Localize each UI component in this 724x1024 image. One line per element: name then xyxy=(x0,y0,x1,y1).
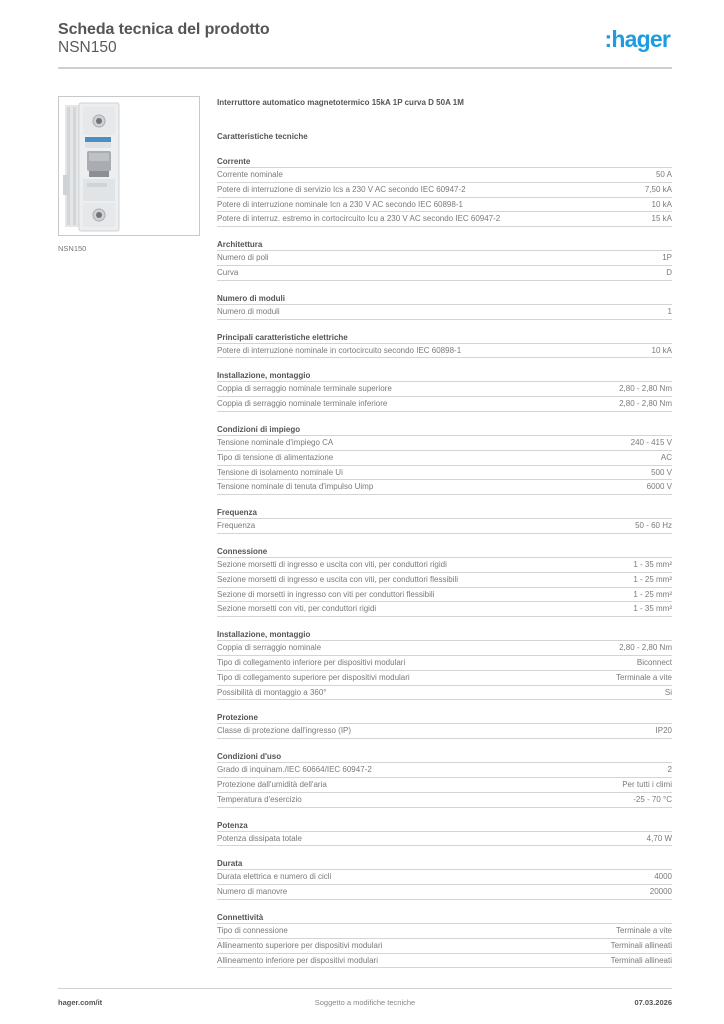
spec-label: Corrente nominale xyxy=(217,170,283,179)
spec-section xyxy=(217,712,672,739)
spec-row xyxy=(217,793,672,808)
spec-label: Curva xyxy=(217,267,239,277)
spec-value: Terminali allineati xyxy=(610,955,672,965)
spec-label: Numero di manovre xyxy=(217,887,288,897)
spec-row xyxy=(217,763,672,778)
spec-row xyxy=(217,671,672,686)
spec-value: 1P xyxy=(662,253,672,263)
spec-row xyxy=(217,656,672,671)
spec-label: Tensione nominale di tenuta d'impulso Uimp xyxy=(217,482,374,492)
spec-label: Possibilità di montaggio a 360° xyxy=(217,687,327,697)
spec-section xyxy=(217,751,672,807)
spec-row xyxy=(217,451,672,466)
header-divider xyxy=(58,67,672,69)
spec-value: 1 - 25 mm² xyxy=(633,589,672,599)
spec-label: Potenza dissipata totale xyxy=(217,833,302,843)
spec-value: Terminale a vite xyxy=(615,925,672,935)
spec-section xyxy=(217,546,672,617)
spec-label: Potere di interruz. estremo in cortocircuito Icu a 230 V AC secondo IEC 60947-2 xyxy=(217,214,501,224)
spec-section xyxy=(217,239,672,281)
spec-section xyxy=(217,332,672,359)
section-title: Condizioni d'uso xyxy=(217,751,672,763)
image-caption: NSN150 xyxy=(58,244,87,253)
spec-label: Tensione di isolamento nominale Ui xyxy=(217,467,343,477)
spec-value: Per tutti i climi xyxy=(622,779,672,789)
spec-row xyxy=(217,183,672,198)
spec-section xyxy=(217,858,672,900)
spec-label: Coppia di serraggio nominale terminale superiore xyxy=(217,384,392,394)
spec-row xyxy=(217,602,672,617)
spec-row xyxy=(217,558,672,573)
spec-row xyxy=(217,724,672,739)
spec-value: Terminali allineati xyxy=(610,940,672,950)
spec-value: 4,70 W xyxy=(646,833,672,843)
spec-value: Biconnect xyxy=(636,657,672,667)
spec-section xyxy=(217,293,672,320)
spec-row xyxy=(217,382,672,397)
section-title: Durata xyxy=(217,858,672,870)
spec-section xyxy=(217,820,672,847)
spec-label: Sezione morsetti di ingresso e uscita con viti, per conduttori flessibili xyxy=(217,574,458,584)
spec-row xyxy=(217,778,672,793)
spec-section xyxy=(217,629,672,700)
spec-row xyxy=(217,641,672,656)
spec-sections xyxy=(217,156,672,968)
product-code: NSN150 xyxy=(58,39,117,56)
spec-value: 6000 V xyxy=(646,482,672,492)
spec-row xyxy=(217,519,672,534)
section-title: Architettura xyxy=(217,239,672,251)
spec-value: 50 - 60 Hz xyxy=(635,521,672,531)
section-title: Connettività xyxy=(217,912,672,924)
spec-section xyxy=(217,507,672,534)
spec-value: 4000 xyxy=(654,872,672,882)
spec-value: -25 - 70 °C xyxy=(633,794,672,804)
circuit-breaker-icon xyxy=(59,97,201,237)
spec-row xyxy=(217,480,672,495)
section-title: Installazione, montaggio xyxy=(217,629,672,641)
website-link[interactable]: hager.com/it xyxy=(58,998,103,1007)
spec-row xyxy=(217,939,672,954)
section-title: Protezione xyxy=(217,712,672,724)
spec-value: 20000 xyxy=(649,887,672,897)
spec-label: Protezione dall'umidità dell'aria xyxy=(217,779,327,789)
spec-value: 240 - 415 V xyxy=(630,437,672,447)
spec-section xyxy=(217,370,672,412)
spec-label: Coppia di serraggio nominale xyxy=(217,643,322,653)
spec-row xyxy=(217,212,672,227)
spec-value: 1 - 35 mm² xyxy=(633,559,672,569)
page-header xyxy=(58,20,672,68)
section-title: Potenza xyxy=(217,820,672,832)
spec-value: 2,80 - 2,80 Nm xyxy=(619,399,672,409)
circuit-breaker-image xyxy=(58,96,200,236)
spec-value: Si xyxy=(664,687,672,697)
spec-label: Sezione di morsetti in ingresso con viti per conduttori flessibili xyxy=(217,589,435,599)
page-footer xyxy=(58,997,672,1009)
spec-row xyxy=(217,832,672,847)
footer-divider xyxy=(58,988,672,989)
spec-label: Classe di protezione dall'ingresso (IP) xyxy=(217,726,352,736)
spec-label: Tipo di connessione xyxy=(217,925,288,935)
spec-label: Potere di interruzione nominale Icn a 230 V AC secondo IEC 60898-1 xyxy=(217,199,463,209)
spec-label: Tipo di collegamento inferiore per dispositivi modulari xyxy=(217,657,406,667)
spec-value: AC xyxy=(660,452,672,462)
section-title: Connessione xyxy=(217,546,672,558)
spec-value: D xyxy=(666,267,672,277)
section-title: Condizioni di impiego xyxy=(217,424,672,436)
footer-date: 07.03.2026 xyxy=(634,998,672,1007)
section-title: Installazione, montaggio xyxy=(217,370,672,382)
spec-label: Coppia di serraggio nominale terminale inferiore xyxy=(217,399,388,409)
spec-label: Potere di interruzione nominale in cortocircuito secondo IEC 60898-1 xyxy=(217,345,462,355)
spec-value: 2,80 - 2,80 Nm xyxy=(619,384,672,394)
spec-row xyxy=(217,588,672,603)
spec-section xyxy=(217,912,672,968)
spec-row xyxy=(217,924,672,939)
spec-row xyxy=(217,466,672,481)
spec-value: 50 A xyxy=(655,170,672,179)
spec-row xyxy=(217,344,672,359)
spec-value: 1 xyxy=(667,306,672,316)
spec-value: 1 - 35 mm² xyxy=(633,604,672,614)
spec-label: Potere di interruzione di servizio Ics a 230 V AC secondo IEC 60947-2 xyxy=(217,184,466,194)
spec-row xyxy=(217,686,672,701)
spec-section xyxy=(217,156,672,227)
spec-label: Sezione morsetti di ingresso e uscita con viti, per conduttori rigidi xyxy=(217,559,447,569)
spec-value: 10 kA xyxy=(651,199,672,209)
spec-row xyxy=(217,251,672,266)
spec-row xyxy=(217,168,672,183)
spec-row xyxy=(217,870,672,885)
section-title: Corrente xyxy=(217,156,672,168)
spec-row xyxy=(217,954,672,969)
spec-row xyxy=(217,397,672,412)
spec-label: Allineamento superiore per dispositivi modulari xyxy=(217,940,383,950)
spec-label: Temperatura d'esercizio xyxy=(217,794,302,804)
spec-value: IP20 xyxy=(655,726,672,736)
section-title: Principali caratteristiche elettriche xyxy=(217,332,672,344)
spec-value: 500 V xyxy=(651,467,672,477)
spec-value: 2,80 - 2,80 Nm xyxy=(619,643,672,653)
spec-row xyxy=(217,573,672,588)
spec-value: 15 kA xyxy=(651,214,672,224)
technical-characteristics-heading: Caratteristiche tecniche xyxy=(217,132,308,141)
spec-label: Tensione nominale d'impiego CA xyxy=(217,437,334,447)
section-title: Numero di moduli xyxy=(217,293,672,305)
spec-value: 1 - 25 mm² xyxy=(633,574,672,584)
spec-content xyxy=(217,97,672,980)
document-title: Scheda tecnica del prodotto xyxy=(58,21,270,38)
spec-label: Grado di inquinam./IEC 60664/IEC 60947-2 xyxy=(217,765,372,775)
spec-label: Numero di moduli xyxy=(217,306,280,316)
hager-logo: :hager xyxy=(604,26,670,52)
spec-row xyxy=(217,266,672,281)
spec-label: Sezione morsetti con viti, per conduttori rigidi xyxy=(217,604,377,614)
spec-value: 2 xyxy=(667,765,672,775)
spec-row xyxy=(217,305,672,320)
spec-value: 7,50 kA xyxy=(644,184,672,194)
spec-label: Numero di poli xyxy=(217,253,269,263)
section-title: Frequenza xyxy=(217,507,672,519)
spec-row xyxy=(217,198,672,213)
spec-row xyxy=(217,436,672,451)
spec-label: Tipo di tensione di alimentazione xyxy=(217,452,334,462)
spec-label: Allineamento inferiore per dispositivi modulari xyxy=(217,955,378,965)
spec-value: 10 kA xyxy=(651,345,672,355)
spec-label: Durata elettrica e numero di cicli xyxy=(217,872,332,882)
product-description: Interruttore automatico magnetotermico 15kA 1P curva D 50A 1M xyxy=(217,98,464,107)
spec-row xyxy=(217,885,672,900)
spec-label: Frequenza xyxy=(217,521,256,531)
spec-section xyxy=(217,424,672,495)
spec-label: Tipo di collegamento superiore per dispositivi modulari xyxy=(217,672,410,682)
spec-value: Terminale a vite xyxy=(615,672,672,682)
footer-notice: Soggetto a modifiche tecniche xyxy=(314,998,416,1007)
